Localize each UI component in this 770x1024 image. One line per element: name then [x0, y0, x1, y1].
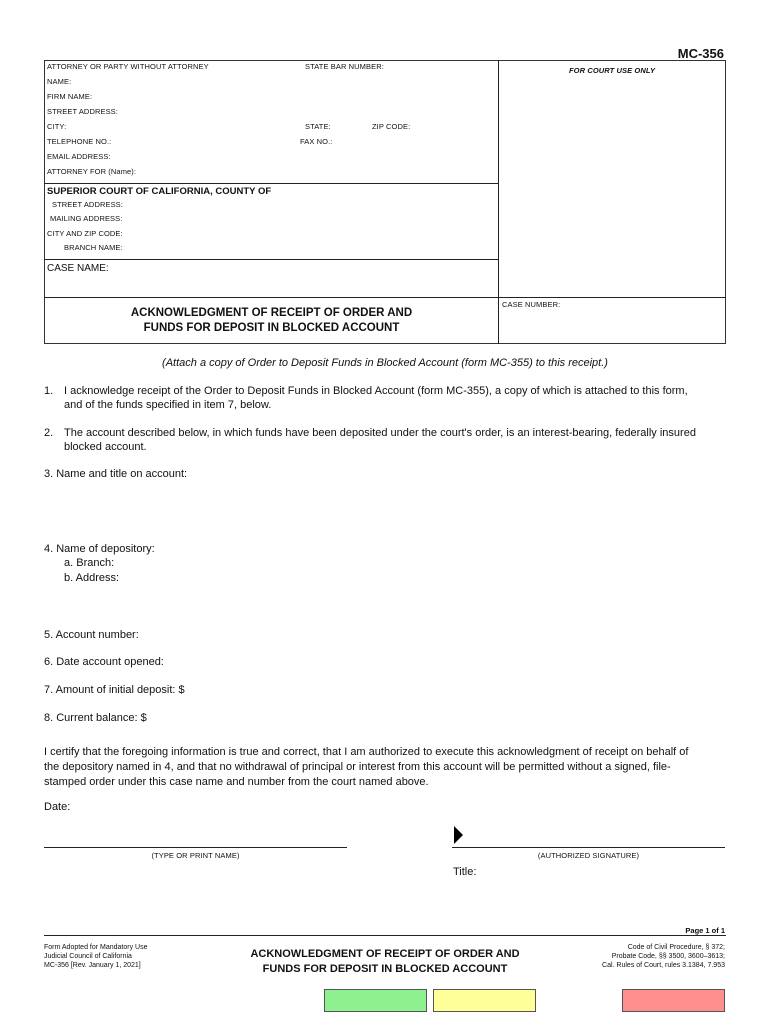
- certify-line3: stamped order under this case name and number from the court named above.: [44, 776, 429, 788]
- date-input[interactable]: [76, 800, 280, 816]
- firm-input[interactable]: [92, 90, 496, 104]
- fax-input[interactable]: [336, 135, 496, 149]
- print-name-label: (TYPE OR PRINT NAME): [151, 851, 240, 860]
- state-bar-input[interactable]: [390, 60, 494, 74]
- reset-button[interactable]: [622, 989, 725, 1012]
- telephone-input[interactable]: [112, 135, 301, 149]
- item6-label: 6. Date account opened:: [44, 656, 164, 668]
- divider: [44, 183, 499, 184]
- title-label: Title:: [453, 866, 477, 878]
- item8-label: 8. Current balance: $: [44, 712, 147, 724]
- item5-input[interactable]: [152, 628, 728, 644]
- item4b-label: b. Address:: [64, 572, 120, 584]
- attach-note: (Attach a copy of Order to Deposit Funds in Blocked Account (form MC-355) to this receipt.): [162, 357, 608, 369]
- attorney-for-label: ATTORNEY FOR (Name):: [47, 167, 137, 176]
- page-number: Page 1 of 1: [685, 926, 725, 935]
- title-line1: ACKNOWLEDGMENT OF RECEIPT OF ORDER AND: [130, 307, 413, 319]
- state-bar-label: STATE BAR NUMBER:: [305, 62, 384, 71]
- date-label: Date:: [44, 801, 71, 813]
- footer-title: [214, 947, 556, 977]
- certify-line1: I certify that the foregoing information is true and correct, that I am authorized to execute this acknowledgment of receipt on behalf of: [44, 746, 689, 758]
- item1-text: I acknowledge receipt of the Order to Deposit Funds in Blocked Account (form MC-355), a copy of which is attached to this form,: [64, 385, 688, 397]
- court-city-zip-input[interactable]: [124, 227, 496, 241]
- item4a-input[interactable]: [124, 556, 728, 572]
- authorized-signature-label: (AUTHORIZED SIGNATURE): [537, 851, 640, 860]
- footer-title-line1: ACKNOWLEDGMENT OF RECEIPT OF ORDER AND: [250, 948, 520, 960]
- footer-right-line3: Cal. Rules of Court, rules 3.1384, 7.953: [602, 962, 725, 969]
- telephone-label: TELEPHONE NO.:: [47, 137, 112, 146]
- authorized-signature-field[interactable]: [452, 826, 725, 846]
- footer-left-line2: Judicial Council of California: [44, 953, 132, 960]
- title-box: [44, 306, 499, 336]
- court-use-area[interactable]: [503, 74, 725, 294]
- attorney-label: ATTORNEY OR PARTY WITHOUT ATTORNEY: [47, 62, 209, 71]
- case-number-label: CASE NUMBER:: [502, 300, 561, 309]
- court-branch-input[interactable]: [124, 241, 496, 255]
- case-name-label: CASE NAME:: [47, 263, 109, 274]
- state-label: STATE:: [305, 122, 331, 131]
- zip-label: ZIP CODE:: [372, 122, 411, 131]
- item4a-label: a. Branch:: [64, 557, 115, 569]
- email-input[interactable]: [114, 150, 496, 164]
- signature-line: [452, 847, 725, 848]
- item3-label: 3. Name and title on account:: [44, 468, 188, 480]
- street-label: STREET ADDRESS:: [47, 107, 118, 116]
- divider: [44, 297, 726, 298]
- court-city-zip-label: CITY AND ZIP CODE:: [47, 229, 123, 238]
- footer-left: [44, 943, 148, 970]
- name-label: NAME:: [47, 77, 72, 86]
- footer-left-line3: MC-356 [Rev. January 1, 2021]: [44, 962, 141, 969]
- item6-input[interactable]: [178, 655, 728, 671]
- item1-number: 1.: [44, 385, 54, 397]
- footer-title-line2: FUNDS FOR DEPOSIT IN BLOCKED ACCOUNT: [262, 963, 508, 975]
- title-input[interactable]: [484, 865, 728, 881]
- certify-line2: the depository named in 4, and that no withdrawal of principal or interest from this account will be permitted without a signed, file-: [44, 761, 671, 773]
- street-input[interactable]: [118, 105, 496, 119]
- footer-left-line1: Form Adopted for Mandatory Use: [44, 944, 148, 951]
- court-use-label: FOR COURT USE ONLY: [569, 66, 656, 75]
- certification-text: [44, 745, 688, 790]
- form-number: MC-356: [677, 46, 724, 61]
- firm-label: FIRM NAME:: [47, 92, 93, 101]
- item4b-input[interactable]: [130, 571, 728, 619]
- title-line2: FUNDS FOR DEPOSIT IN BLOCKED ACCOUNT: [143, 322, 400, 334]
- item2-text-cont: blocked account.: [64, 441, 147, 453]
- name-input[interactable]: [72, 75, 496, 89]
- fax-label: FAX NO.:: [300, 137, 333, 146]
- court-mailing-label: MAILING ADDRESS:: [50, 214, 123, 223]
- footer-rule: [44, 935, 726, 936]
- save-button[interactable]: [433, 989, 536, 1012]
- item4-label: 4. Name of depository:: [44, 543, 155, 555]
- item1-text-cont: and of the funds specified in item 7, below.: [64, 399, 272, 411]
- email-label: EMAIL ADDRESS:: [47, 152, 111, 161]
- case-number-input[interactable]: [503, 312, 725, 342]
- print-button[interactable]: [324, 989, 427, 1012]
- footer-right-line2: Probate Code, §§ 3500, 3600–3613;: [611, 953, 725, 960]
- item8-input[interactable]: [162, 711, 728, 727]
- city-label: CITY:: [47, 122, 67, 131]
- footer-right: [602, 943, 725, 970]
- city-input[interactable]: [68, 120, 302, 134]
- item7-label: 7. Amount of initial deposit: $: [44, 684, 185, 696]
- divider: [498, 60, 499, 344]
- attorney-for-input[interactable]: [140, 165, 496, 179]
- zip-input[interactable]: [412, 120, 496, 134]
- item5-label: 5. Account number:: [44, 629, 139, 641]
- divider: [44, 259, 499, 260]
- court-branch-label: BRANCH NAME:: [64, 243, 123, 252]
- item2-number: 2.: [44, 427, 54, 439]
- print-name-input[interactable]: [44, 826, 350, 848]
- court-mailing-input[interactable]: [124, 212, 496, 226]
- print-name-line: [44, 847, 347, 848]
- item7-input[interactable]: [200, 683, 728, 699]
- state-input[interactable]: [333, 120, 372, 134]
- item3-input[interactable]: [64, 484, 728, 536]
- county-input[interactable]: [288, 185, 496, 199]
- footer-right-line1: Code of Civil Procedure, § 372;: [627, 944, 725, 951]
- court-title: SUPERIOR COURT OF CALIFORNIA, COUNTY OF: [47, 186, 272, 197]
- court-street-label: STREET ADDRESS:: [52, 200, 123, 209]
- item2-text: The account described below, in which funds have been deposited under the court's order, is an interest-bearing, federally insured: [64, 427, 696, 439]
- case-name-input[interactable]: [47, 276, 496, 296]
- court-street-input[interactable]: [124, 198, 496, 212]
